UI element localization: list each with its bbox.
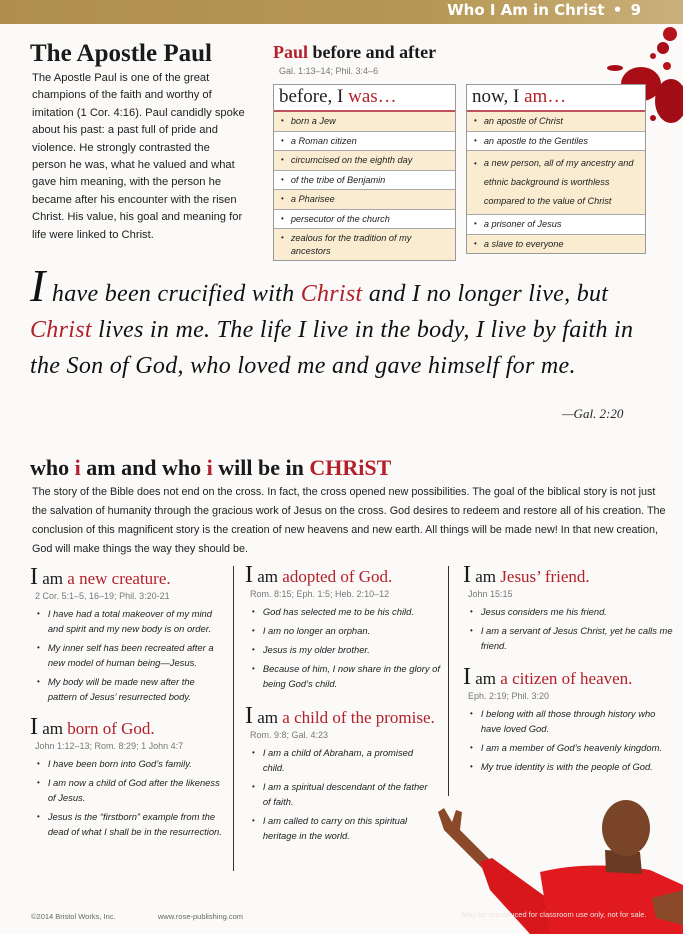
heading-text: am — [38, 569, 68, 588]
list-item — [30, 606, 225, 636]
list-item — [463, 604, 673, 619]
item-text: I am now a child of God after the likeness of Jesus. — [47, 777, 220, 803]
who-i-am-body: The story of the Bible does not end on the cross. In fact, the cross opened new possibilities. The goal of the biblical story is not just the salvation of humanity through the gracious work of Jesus on the cross. God desires to redeem and restore all of his creation. The conclusion of this magnificent story is the creation of new heavens and new earth. All things will be made new! In that new creation, God will make things the way they should be. — [32, 486, 666, 555]
quote-text: and I no longer live, but — [362, 281, 609, 307]
bullet-icon: • — [252, 626, 255, 635]
after-row — [467, 215, 645, 235]
after-row — [467, 151, 645, 215]
before-row — [274, 132, 455, 152]
item-text: I am no longer an orphan. — [262, 625, 371, 636]
card-reference: 2 Cor. 5:1–5, 16–19; Phil. 3:20-21 — [35, 591, 170, 601]
after-table — [466, 84, 646, 254]
row-text: zealous for the tradition of my ancestors — [290, 233, 412, 256]
bullet-icon: • — [470, 626, 473, 635]
heading-text: am — [253, 708, 283, 727]
after-row — [467, 112, 645, 132]
list-item — [463, 623, 673, 653]
bullet-icon: • — [474, 116, 477, 125]
identity-card-child-of-promise — [245, 703, 435, 847]
quote-text: lives in me. The life I live in the body, I live by faith in the Son of God, who loved me and gave himself for me. — [30, 317, 634, 379]
bullet-icon: • — [470, 607, 473, 616]
list-item — [245, 745, 435, 775]
bullet-icon: • — [281, 213, 284, 223]
bullet-icon: • — [37, 759, 40, 768]
bullet-icon: • — [252, 607, 255, 616]
before-row — [274, 229, 455, 260]
row-text: an apostle of Christ — [483, 116, 563, 126]
bullet-icon: • — [37, 643, 40, 652]
item-text: I am called to carry on this spiritual heritage in the world. — [262, 815, 408, 841]
card-list — [30, 756, 225, 839]
bullet-icon: • — [470, 762, 473, 771]
card-heading — [463, 562, 673, 588]
list-item — [245, 642, 440, 657]
heading-text: am — [38, 719, 68, 738]
identity-card-new-creature — [30, 564, 225, 708]
card-reference: John 1:12–13; Rom. 8:29; 1 John 4:7 — [35, 741, 184, 751]
bullet-icon: • — [37, 778, 40, 787]
heading-text: am — [471, 567, 501, 586]
title-red-i: i — [206, 455, 213, 480]
title-red-i: i — [74, 455, 81, 480]
heading-highlight: a new creature. — [67, 569, 171, 588]
list-item — [463, 706, 673, 736]
card-list — [245, 604, 440, 691]
list-item — [30, 775, 225, 805]
drop-cap: I — [30, 260, 46, 311]
heading-highlight: a child of the promise. — [282, 708, 435, 727]
bullet-icon: • — [474, 135, 477, 145]
before-row — [274, 171, 455, 191]
page-number: 9 — [630, 1, 641, 19]
row-text: an apostle to the Gentiles — [483, 135, 589, 146]
before-heading — [274, 85, 455, 112]
card-list — [463, 706, 673, 774]
item-text: God has selected me to be his child. — [262, 606, 414, 617]
card-reference: Rom. 9:8; Gal. 4:23 — [250, 730, 329, 740]
drop-cap: I — [463, 664, 471, 690]
before-row — [274, 210, 455, 230]
heading-red-text: am… — [524, 86, 567, 107]
list-item — [463, 759, 673, 774]
item-text: I belong with all those through history who have loved God. — [480, 708, 656, 734]
title-text: am and who — [80, 455, 207, 480]
heading-highlight: Jesus’ friend. — [500, 567, 590, 586]
quote-text: have been crucified with — [45, 281, 301, 307]
heading-text: am — [471, 669, 501, 688]
before-after-title — [273, 42, 436, 63]
column-divider — [233, 566, 234, 871]
list-item — [30, 640, 225, 670]
title-text: will be in — [212, 455, 310, 480]
bullet-icon: • — [474, 159, 477, 168]
bullet-icon: • — [470, 743, 473, 752]
heading-highlight: a citizen of heaven. — [500, 669, 633, 688]
list-item — [245, 623, 440, 638]
card-reference: Eph. 2:19; Phil. 3:20 — [468, 691, 550, 701]
footer-reproduction-notice: May be reproduced for classroom use only, not for sale. — [462, 910, 647, 919]
item-text: Jesus considers me his friend. — [480, 606, 607, 617]
list-item — [30, 756, 225, 771]
before-table — [273, 84, 456, 261]
heading-highlight: born of God. — [67, 719, 155, 738]
apostle-paul-title: The Apostle Paul — [30, 40, 212, 67]
apostle-paul-body: The Apostle Paul is one of the great champions of the faith and worthy of imitation (1 Cor. 4:16). Paul candidly spoke about his past: a past full of pride and violence. He strongly contrasted the person he was, what he valued and what gave him meaning, with the person he became after his encounter with the risen Christ. His value, his goal and meaning for life were linked to Christ. — [32, 72, 245, 241]
drop-cap: I — [245, 703, 253, 729]
row-text: circumcised on the eighth day — [290, 155, 413, 165]
heading-red-text: was… — [348, 86, 397, 107]
list-item — [245, 779, 435, 809]
who-i-am-title — [30, 455, 391, 481]
title-christ: CHRiST — [309, 455, 392, 480]
card-heading — [30, 564, 225, 590]
header-title-text: Who I Am in Christ — [447, 1, 605, 19]
column-divider — [448, 566, 449, 796]
bullet-separator: • — [612, 1, 623, 19]
identity-card-jesus-friend — [463, 562, 673, 657]
row-text: a prisoner of Jesus — [483, 219, 562, 229]
identity-card-adopted-of-god — [245, 562, 440, 695]
page-header-title — [447, 1, 641, 19]
list-item — [30, 674, 225, 704]
item-text: Because of him, I now share in the glory of being God’s child. — [262, 663, 440, 689]
before-row — [274, 112, 455, 132]
heading-highlight: adopted of God. — [282, 567, 393, 586]
row-text: a new person, all of my ancestry and ethnic background is worthless compared to the value of Christ — [483, 158, 634, 206]
item-text: I have had a total makeover of my mind and spirit and my new body is on order. — [47, 608, 212, 634]
after-heading — [467, 85, 645, 112]
drop-cap: I — [30, 714, 38, 740]
bullet-icon: • — [252, 664, 255, 673]
bullet-icon: • — [281, 135, 284, 145]
bullet-icon: • — [252, 645, 255, 654]
card-heading — [245, 703, 435, 729]
drop-cap: I — [30, 564, 38, 590]
heading-text: now, I — [472, 86, 525, 107]
identity-card-born-of-god — [30, 714, 225, 843]
item-text: Jesus is the “firstborn” example from the dead of what I shall be in the resurrection. — [47, 811, 222, 837]
before-row — [274, 151, 455, 171]
row-text: born a Jew — [290, 116, 336, 126]
before-row — [274, 190, 455, 210]
card-heading — [463, 664, 673, 690]
bullet-icon: • — [252, 748, 255, 757]
list-item — [245, 813, 435, 843]
bullet-icon: • — [37, 812, 40, 821]
row-text: of the tribe of Benjamin — [290, 174, 386, 185]
list-item — [463, 740, 673, 755]
row-text: a slave to everyone — [483, 238, 564, 249]
heading-text: before, I — [279, 86, 349, 107]
quote-christ-highlight: Christ — [30, 317, 92, 343]
scripture-quote — [30, 260, 650, 384]
row-text: a Pharisee — [290, 194, 335, 204]
row-text: a Roman citizen — [290, 135, 357, 146]
bullet-icon: • — [252, 816, 255, 825]
item-text: I have been born into God’s family. — [47, 758, 192, 769]
item-text: I am a spiritual descendant of the father of faith. — [262, 781, 428, 807]
bullet-icon: • — [281, 194, 284, 203]
title-rest: before and after — [308, 42, 437, 62]
card-list — [245, 745, 435, 843]
after-row — [467, 132, 645, 152]
card-heading — [245, 562, 440, 588]
bullet-icon: • — [281, 233, 284, 242]
bullet-icon: • — [252, 782, 255, 791]
card-heading — [30, 714, 225, 740]
footer-website-link[interactable]: www.rose-publishing.com — [158, 912, 244, 921]
item-text: I am a member of God’s heavenly kingdom. — [480, 742, 662, 753]
bullet-icon: • — [37, 609, 40, 618]
footer-copyright: ©2014 Bristol Works, Inc. — [31, 912, 116, 921]
item-text: My inner self has been recreated after a new model of human being—Jesus. — [47, 642, 214, 668]
bullet-icon: • — [281, 116, 284, 125]
bullet-icon: • — [281, 174, 284, 184]
quote-reference: —Gal. 2:20 — [562, 406, 624, 421]
list-item — [245, 661, 440, 691]
bullet-icon: • — [470, 709, 473, 718]
item-text: I am a child of Abraham, a promised child. — [262, 747, 414, 773]
heading-text: am — [253, 567, 283, 586]
bullet-icon: • — [37, 677, 40, 686]
before-after-reference: Gal. 1:13–14; Phil. 3:4–6 — [279, 66, 379, 76]
quote-christ-highlight: Christ — [300, 281, 363, 307]
list-item — [245, 604, 440, 619]
bullet-icon: • — [281, 155, 284, 164]
bullet-icon: • — [474, 238, 477, 248]
after-row — [467, 235, 645, 254]
card-list — [463, 604, 673, 653]
card-list — [30, 606, 225, 704]
item-text: Jesus is my older brother. — [262, 644, 370, 655]
title-red-part: Paul — [273, 42, 309, 62]
item-text: My body will be made new after the pattern of Jesus’ resurrected body. — [47, 676, 195, 702]
item-text: My true identity is with the people of God. — [480, 761, 653, 772]
card-reference: Rom. 8:15; Eph. 1:5; Heb. 2:10–12 — [250, 589, 390, 599]
drop-cap: I — [463, 562, 471, 588]
bullet-icon: • — [474, 219, 477, 228]
row-text: persecutor of the church — [290, 213, 390, 224]
drop-cap: I — [245, 562, 253, 588]
identity-card-citizen-of-heaven — [463, 664, 673, 778]
card-reference: John 15:15 — [468, 589, 513, 599]
header-bar — [0, 0, 683, 24]
item-text: I am a servant of Jesus Christ, yet he calls me friend. — [480, 625, 673, 651]
list-item — [30, 809, 225, 839]
title-text: who — [30, 455, 75, 480]
